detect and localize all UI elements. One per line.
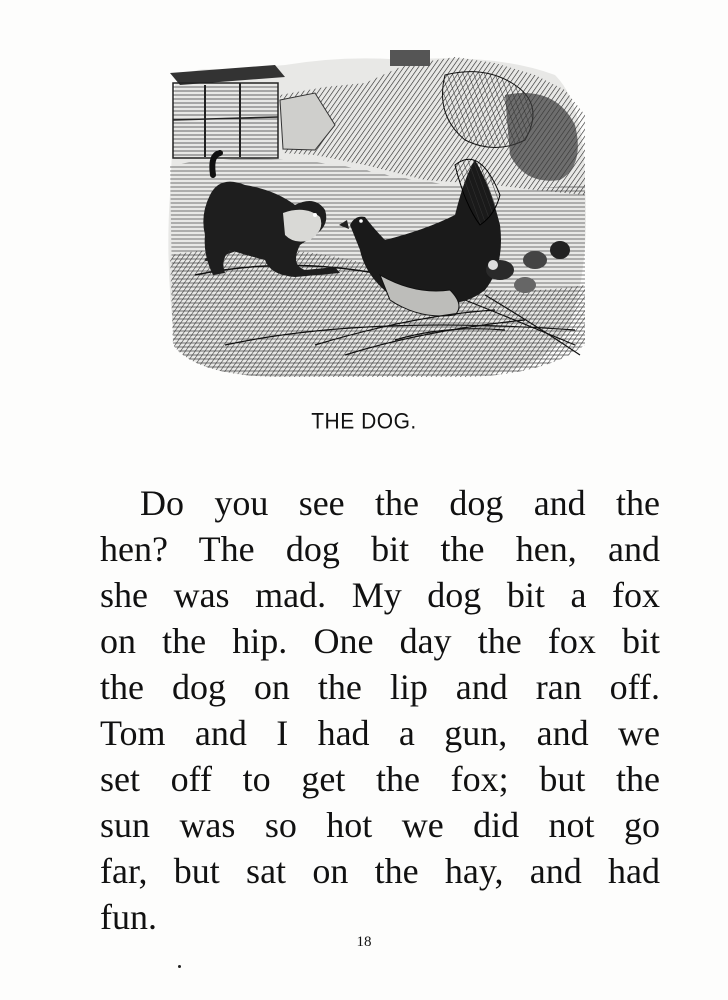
paragraph-line: the dog on the lip and ran off. (100, 667, 660, 707)
paragraph-line: Tom and I had a gun, and we (100, 713, 660, 753)
paragraph-line: on the hip. One day the fox bit (100, 621, 660, 661)
paragraph-line: sun was so hot we did not go (100, 805, 660, 845)
paragraph-line: she was mad. My dog bit a fox (100, 575, 660, 615)
paragraph-line: hen? The dog bit the hen, and (100, 529, 660, 569)
dog-and-hen-engraving-icon (165, 45, 590, 380)
page-number: 18 (356, 934, 372, 950)
illustration-caption: THE DOG. (311, 409, 417, 434)
paragraph-line: Do you see the dog and the (140, 483, 660, 523)
story-paragraph (100, 480, 660, 940)
paragraph-line: set off to get the fox; but the (100, 759, 660, 799)
paragraph-line: far, but sat on the hay, and had (100, 851, 660, 891)
ink-speck (178, 965, 181, 968)
paragraph-line: fun. (100, 897, 157, 937)
dog-and-hen-illustration (165, 45, 590, 380)
